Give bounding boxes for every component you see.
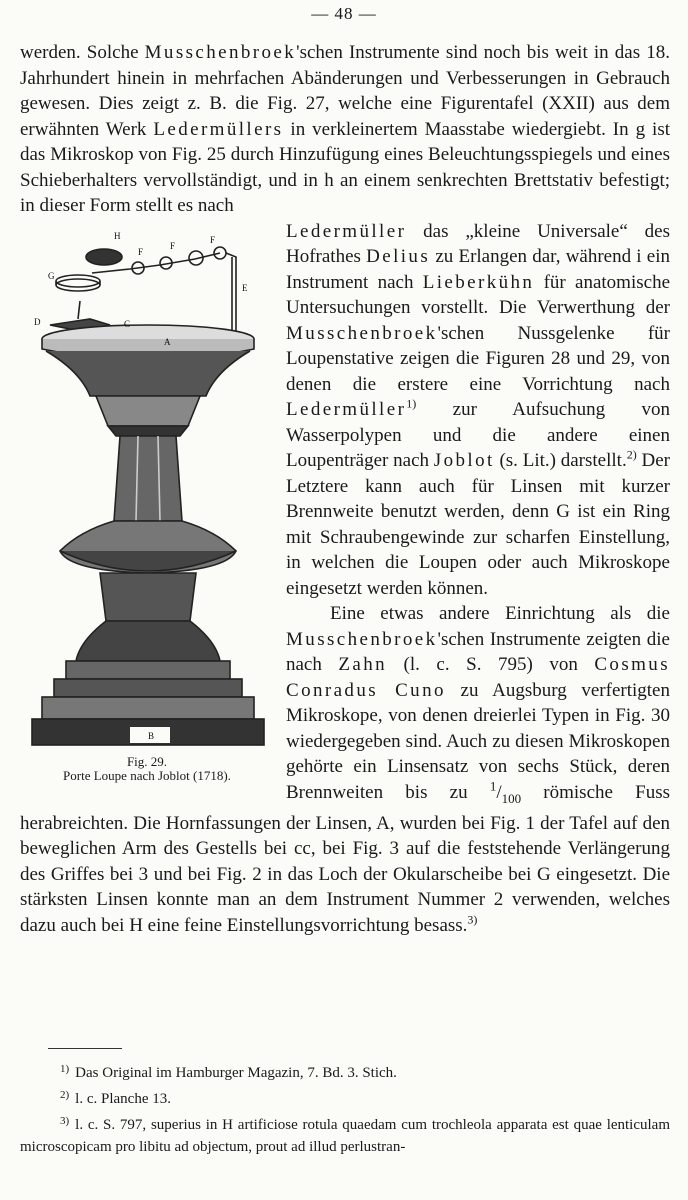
label-f1: F — [138, 246, 144, 257]
text-run: zu Augsburg verfertigten Mikroskope, von denen dreierlei Typen in Fig. 30 wiedergegeben sind. Auch zu diesen Mikroskopen gehörte ein Linsensatz von sechs Stück, deren Brennweiten bis zu — [286, 679, 670, 803]
name-joblot: Joblot — [433, 450, 495, 471]
name-musschenbroek: Musschenbroek — [286, 628, 438, 650]
footnotes — [20, 1058, 670, 1158]
text-run: (l. c. S. 795) von — [387, 654, 595, 675]
label-e: E — [242, 282, 248, 293]
page-number: — 48 — — [311, 4, 377, 23]
name-lieberkuehn: Lieberkühn — [422, 271, 535, 293]
label-d: D — [34, 316, 41, 327]
text-run: römische Fuss herabreichten. Die Hornfassungen der Linsen, A, wurden bei Fig. 1 der Tafel auf den beweglichen Arm des Gestells bei cc, bei Fig. 3 auf die feststehende Verlängerung des Griffes bei 3 und bei Fig. 2 in das Loch der Okularscheibe bei G eingesetzt. Die stärksten Linsen konnte man an dem Instrument Nummer 2 verwenden, welches dazu auch bei H eine feine Einstellungsvorrichtung besass. — [20, 781, 671, 936]
figure-number: Fig. 29. — [126, 753, 168, 769]
label-b: B — [148, 730, 155, 741]
label-h: H — [114, 230, 121, 241]
footnote-text: Das Original im Hamburger Magazin, 7. Bd. 3. Stich. — [75, 1065, 397, 1081]
footnote-mark: 2) — [60, 1089, 70, 1101]
footnote-2 — [20, 1084, 670, 1110]
porte-loupe-illustration — [20, 221, 274, 751]
footnote-divider — [48, 1048, 122, 1049]
footnote-1 — [20, 1058, 670, 1084]
fraction: $^1/_{100}$ — [489, 778, 522, 806]
footnote-3 — [20, 1110, 670, 1158]
footnote-text: l. c. Planche 13. — [75, 1091, 171, 1107]
text-run: für anatomische Untersuchungen vorstellt. Die Verwerthung der — [286, 271, 670, 318]
label-c: C — [124, 318, 131, 329]
footnote-mark: 3) — [60, 1115, 70, 1127]
footnote-mark: 1) — [60, 1063, 70, 1075]
label-a: A — [164, 336, 171, 347]
figure-29 — [20, 221, 274, 811]
text-run: zur Aufsuchung von Wasserpolypen und die andere einen Loupenträger nach — [286, 399, 670, 471]
body-text — [20, 40, 670, 938]
fraction-denominator: 100 — [501, 790, 522, 806]
text-run: Der Letztere kann auch für Linsen mit kurzer Brennweite benutzt werden, denn G ist ein Ring mit Schraubengewinde zur scharfen Einstellung, in welchen die Loupen oder auch Mikroskope eingesetzt werden können. — [286, 450, 670, 599]
footnote-text: l. c. S. 797, superius in H artificiose rotula quaedam cum trochleola apparata est quae lenticulam microscopicam pro libitu ad objectum, prout ad illud perlustran- — [20, 1117, 670, 1155]
text-run: werden. Solche — [20, 42, 145, 63]
text-run: in verkleinertem Maasstabe wiedergiebt. In g ist das Mikroskop von Fig. 25 durch Hinzufügung eines Beleuchtungsspiegels und eines Schieberhalters vervollständigt, und in h an einem senkrechten Brettstativ befestigt; in dieser Form stellt es nach — [20, 118, 670, 216]
footnote-ref-2[interactable]: 2) — [626, 447, 637, 462]
text-run: 'schen Nussgelenke für Loupenstative zeigen die Figuren 28 und 29, von denen die erstere eine Vorrichtung nach — [286, 322, 670, 395]
text-run: 'schen Instrumente zeigten die nach — [286, 628, 670, 675]
name-delius: Delius — [366, 246, 431, 267]
label-f2: F — [170, 240, 176, 251]
paragraph-1 — [20, 40, 670, 219]
text-run: Eine etwas andere Einrichtung als die — [330, 603, 670, 624]
name-zahn: Zahn — [338, 654, 388, 675]
text-run: 'schen Instrumente sind noch bis weit in das 18. Jahrhundert hinein in mehrfachen Abänderungen und Verbesserungen in Gebrauch gewesen. Dies zeigt z. B. die Fig. 27, welche eine Figurentafel (XXII) aus dem erwähnten Werk — [20, 42, 670, 140]
name-ledermueller: Ledermüllers — [153, 118, 284, 140]
figure-caption: Porte Loupe nach Joblot (1718). — [63, 767, 231, 783]
fraction-numerator: 1 — [489, 778, 497, 794]
label-g: G — [48, 270, 55, 281]
name-cuno: Cosmus Conradus Cuno — [286, 654, 670, 701]
text-run: (s. Lit.) darstellt. — [494, 450, 627, 471]
footnote-ref-1[interactable]: 1) — [406, 396, 417, 411]
text-run: das „kleine Universale“ des Hofrathes — [286, 220, 670, 267]
label-f3: F — [210, 234, 216, 245]
name-ledermueller: Ledermüller — [286, 220, 407, 242]
name-musschenbroek: Musschenbroek — [286, 322, 438, 344]
footnote-ref-3[interactable]: 3) — [467, 912, 478, 927]
text-run: zu Erlangen dar, während i ein Instrument nach — [286, 246, 670, 293]
name-ledermueller: Ledermüller — [286, 399, 407, 420]
name-musschenbroek: Musschenbroek — [144, 42, 297, 63]
